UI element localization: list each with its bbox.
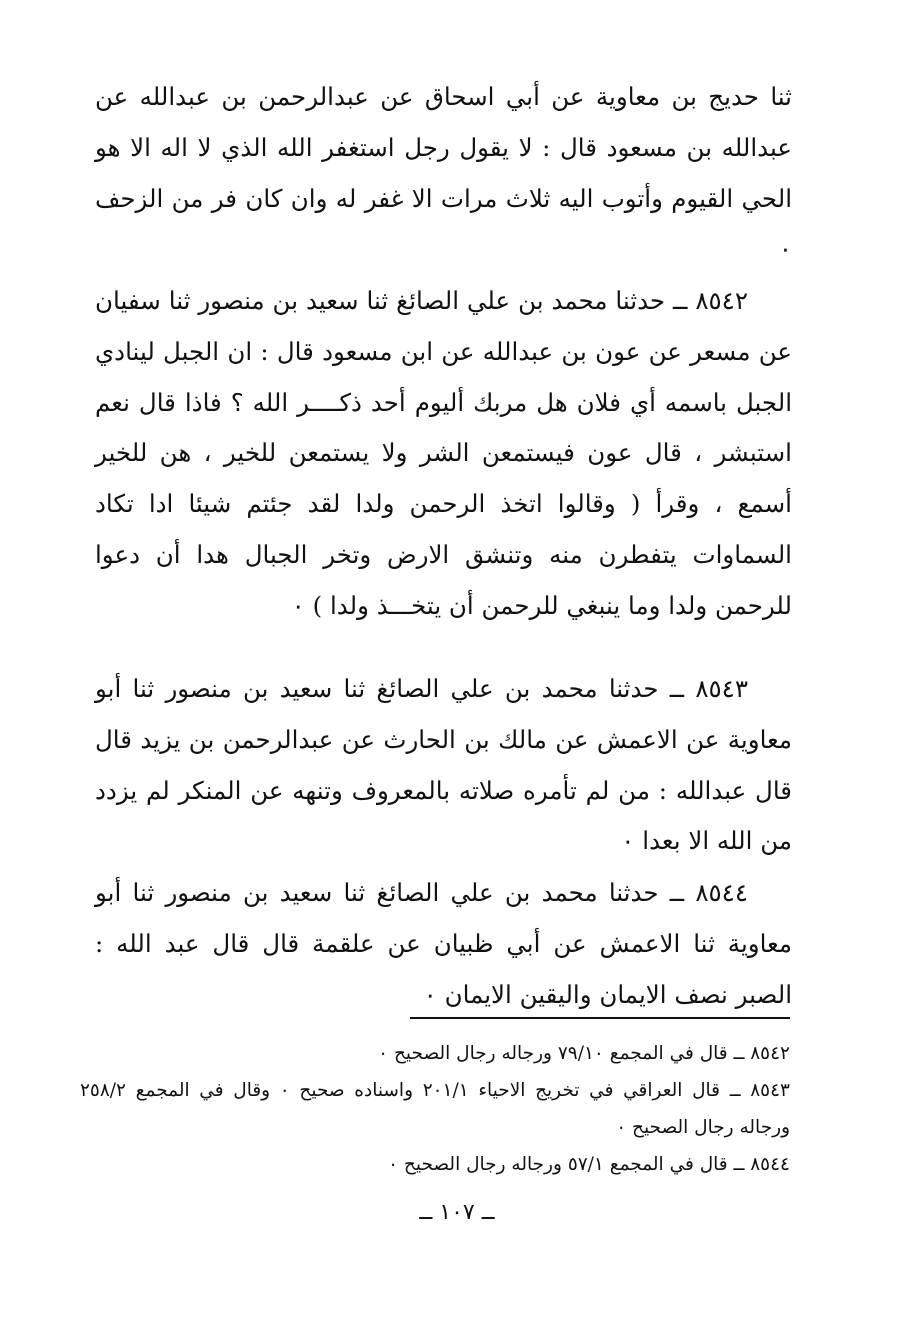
footnotes [80,1035,790,1183]
footnote-8543: ٨٥٤٣ ــ قال العراقي في تخريج الاحياء ٢٠١/١ واسناده صحيح ٠ وقال في المجمع ٢٥٨/٢ ورجاله رجال الصحيح ٠ [80,1080,790,1138]
hadith-8543: ٨٥٤٣ ــ حدثنا محمد بن علي الصائغ ثنا سعيد بن منصور ثنا أبو معاوية عن الاعمش عن مالك بن الحارث عن عبدالرحمن بن يزيد قال قال عبدالله : من لم تأمره صلاته بالمعروف وتنهه عن المنكر لم يزدد من الله الا بعدا ٠ [95,674,792,856]
page-number: ــ ١٠٧ ــ [419,1200,495,1225]
footnote-8542: ٨٥٤٢ ــ قال في المجمع ٧٩/١٠ ورجاله رجال الصحيح ٠ [378,1043,790,1064]
hadith-8544: ٨٥٤٤ ــ حدثنا محمد بن علي الصائغ ثنا سعيد بن منصور ثنا أبو معاوية ثنا الاعمش عن أبي ظبيان عن علقمة قال قال عبد الله : الصبر نصف الايمان واليقين الايمان ٠ [95,878,792,1009]
footnote-8544: ٨٥٤٤ ــ قال في المجمع ٥٧/١ ورجاله رجال الصحيح ٠ [388,1154,790,1175]
footnote-divider [410,1017,790,1019]
hadith-8542: ٨٥٤٢ ــ حدثنا محمد بن علي الصائغ ثنا سعيد بن منصور ثنا سفيان عن مسعر عن عون بن عبدالله عن ابن مسعود قال : ان الجبل لينادي الجبل باسمه أي فلان هل مربك أليوم أحد ذكــــر الله ؟ فاذا قال نعم استبشر ، قال عون فيستمعن الشر ولا يستمعن للخير ، هن للخير أسمع ، وقرأ ( وقالوا اتخذ الرحمن ولدا لقد جئتم شيئا ادا تكاد السماوات يتفطرن منه وتنشق الارض وتخر الجبال هدا أن دعوا للرحمن ولدا وما ينبغي للرحمن أن يتخـــذ ولدا ) ٠ [95,286,792,620]
paragraph-continuation: ثنا حديج بن معاوية عن أبي اسحاق عن عبدالرحمن بن عبدالله عن عبدالله بن مسعود قال : لا يقول رجل استغفر الله الذي لا اله الا هو الحي القيوم وأتوب اليه ثلاث مرات الا غفر له وان كان فر من الزحف ٠ [95,82,792,264]
